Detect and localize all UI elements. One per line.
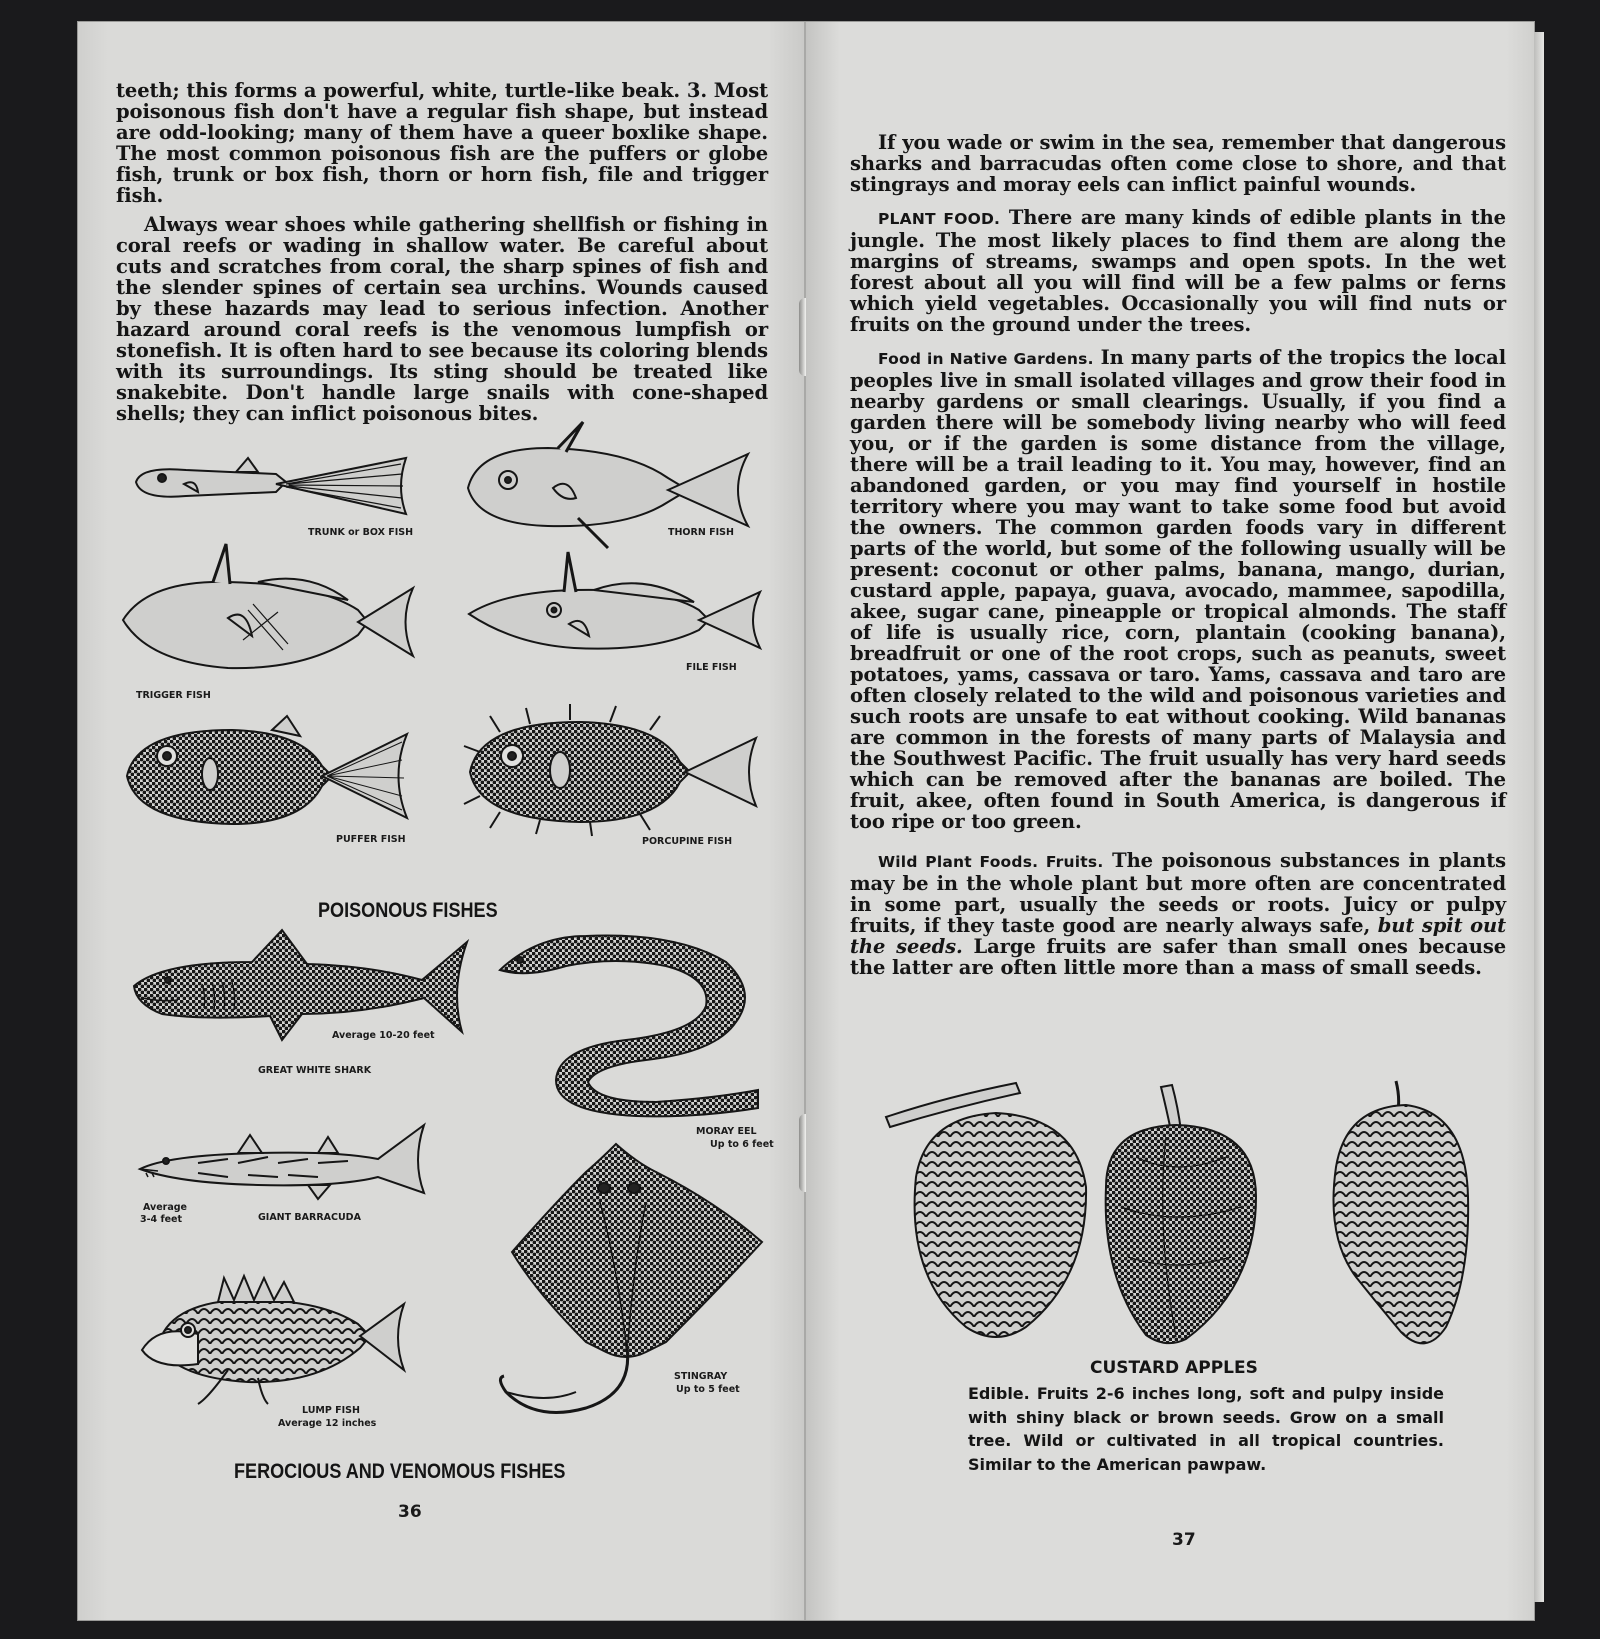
custard-apples-illustration	[866, 1077, 1496, 1367]
left-text-block	[116, 80, 768, 432]
left-page	[78, 22, 806, 1620]
custard-apples-title: CUSTARD APPLES	[1090, 1358, 1258, 1378]
lump-fish-illustration	[138, 1274, 408, 1404]
moray-eel-label: MORAY EEL	[696, 1126, 757, 1137]
wild-plants-text-1: The poisonous substances in plants may be in the whole plant but more often are concentrated in some part, usually the seeds or roots. Juicy or pulpy fruits, if they taste good are nearly always safe,	[850, 849, 1506, 937]
lump-fish-label: LUMP FISH	[302, 1405, 360, 1416]
stingray-size-label: Up to 5 feet	[676, 1384, 740, 1395]
trigger-fish-label: TRIGGER FISH	[136, 690, 211, 701]
gardens-paragraph	[850, 347, 1506, 832]
left-paragraph-1: teeth; this forms a powerful, white, turtle-like beak. 3. Most poisonous fish don't have a regular fish shape, but instead are odd-looking; many of them have a queer boxlike shape. The most common poisonous fish are the puffers or globe fish, trunk or box fish, thorn or horn fish, file and trigger fish.	[116, 79, 768, 207]
lump-fish-size-label: Average 12 inches	[278, 1418, 377, 1429]
plant-food-paragraph	[850, 207, 1506, 335]
shark-label: GREAT WHITE SHARK	[258, 1065, 372, 1076]
right-text-block	[850, 132, 1506, 986]
right-page	[806, 22, 1534, 1620]
thorn-fish-label: THORN FISH	[668, 527, 734, 538]
booklet-spread	[78, 22, 1534, 1620]
file-fish-label: FILE FISH	[686, 662, 737, 673]
ferocious-fishes-heading: FEROCIOUS AND VENOMOUS FISHES	[234, 1460, 566, 1483]
puffer-fish-label: PUFFER FISH	[336, 834, 406, 845]
wild-plants-label: Wild Plant Foods. Fruits.	[878, 853, 1104, 871]
shark-size-label: Average 10-20 feet	[332, 1030, 435, 1041]
moray-eel-illustration	[496, 922, 766, 1122]
stingray-label: STINGRAY	[674, 1371, 728, 1382]
plant-food-label: PLANT FOOD.	[878, 210, 1001, 228]
right-paragraph-1: If you wade or swim in the sea, remember that dangerous sharks and barracudas often come close to shore, and that stingrays and moray eels can inflict painful wounds.	[850, 131, 1506, 196]
right-page-number: 37	[1172, 1530, 1196, 1550]
poisonous-fishes-heading: POISONOUS FISHES	[318, 899, 498, 922]
trunk-fish-label: TRUNK or BOX FISH	[308, 527, 414, 538]
wild-plants-paragraph	[850, 850, 1506, 978]
left-page-number: 36	[398, 1502, 422, 1522]
wild-plants-text-italic: but spit out the seeds.	[850, 914, 1507, 958]
barracuda-size-label-1: Average	[143, 1202, 187, 1213]
moray-eel-size-label: Up to 6 feet	[710, 1139, 774, 1150]
left-paragraph-2: Always wear shoes while gathering shellfish or fishing in coral reefs or wading in shallow water. Be careful about cuts and scratches from coral, the sharp spines of fish and the slender spines of certain sea urchins. Wounds caused by these hazards may lead to serious infection. Another hazard around coral reefs is the venomous lumpfish or stonefish. It is often hard to see because its coloring blends with its surroundings. Its sting should be treated like snakebite. Don't handle large snails with cone-shaped shells; they can inflict poisonous bites.	[116, 213, 768, 425]
trunk-fish-illustration	[126, 452, 411, 522]
barracuda-label: GIANT BARRACUDA	[258, 1212, 361, 1223]
gardens-label: Food in Native Gardens.	[878, 350, 1094, 368]
file-fish-illustration	[464, 552, 764, 662]
plant-food-text: There are many kinds of edible plants in the jungle. The most likely places to find them are along the margins of streams, swamps and open spots. In the wet forest about all you will find will be a few palms or ferns which yield vegetables. Occasionally you will find nuts or fruits on the ground under the trees.	[850, 206, 1506, 336]
custard-apples-description: Edible. Fruits 2-6 inches long, soft and pulpy inside with shiny black or brown seeds. Grow on a small tree. Wild or cultivated in all tropical countries. Similar to the American pawpaw.	[968, 1384, 1444, 1474]
porcupine-fish-illustration	[460, 712, 760, 832]
wild-plants-text-2: Large fruits are safer than small ones because the latter are often little more than a mass of small seeds.	[850, 935, 1507, 979]
gardens-text: In many parts of the tropics the local peoples live in small isolated villages and grow their food in nearby gardens or small clearings. Usually, if you find a garden there will be somebody living nearby who will feed you, or if the garden is some distance from the village, there will be a trail leading to it. You may, however, find an abandoned garden, or you may find yourself in hostile territory where you may want to take some food but avoid the owners. The common garden foods vary in different parts of the world, but some of the following usually will be present: coconut or other palms, banana, mango, durian, custard apple, papaya, guava, avocado, mammee, sapodilla, akee, sugar cane, pineapple or tropical almonds. The staff of life is usually rice, corn, plantain (cooking banana), breadfruit or one of the root crops, such as peanuts, sweet potatoes, yams, cassava or taro. Yams, cassava and taro are often closely related to the wild and poisonous varieties and such roots are unsafe to eat without cooking. Wild bananas are common in the forests of many parts of Malaysia and the Southwest Pacific. The fruit usually has very hard seeds which can be removed after the bananas are boiled. The fruit, akee, often found in South America, is dangerous if too ripe or too green.	[850, 346, 1507, 833]
puffer-fish-illustration	[122, 716, 412, 831]
trigger-fish-illustration	[118, 540, 418, 675]
giant-barracuda-illustration	[138, 1119, 428, 1199]
barracuda-size-label-2: 3-4 feet	[140, 1214, 183, 1225]
page-edge	[1534, 32, 1544, 1602]
porcupine-fish-label: PORCUPINE FISH	[642, 836, 733, 847]
